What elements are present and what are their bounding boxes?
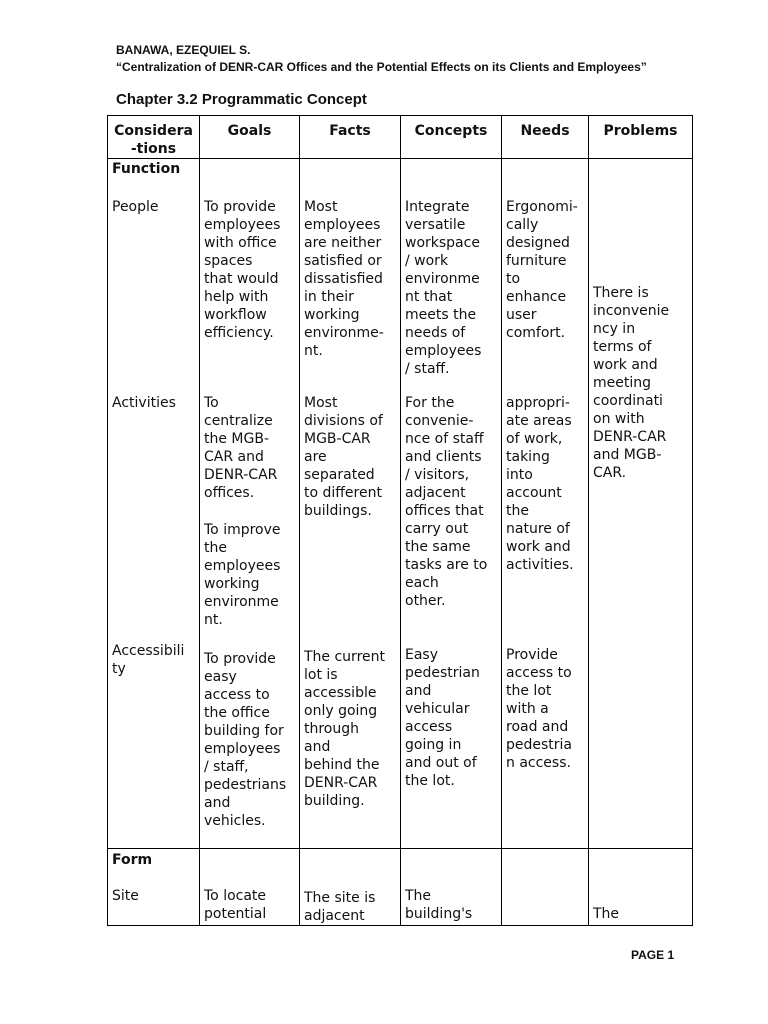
column-header-goals: Goals bbox=[200, 116, 300, 159]
group-label-function: Function bbox=[112, 161, 181, 177]
column-header-facts: Facts bbox=[300, 116, 401, 159]
programmatic-concept-table bbox=[107, 115, 693, 926]
facts-activities: Most divisions of MGB-CAR are separated to different buildings. bbox=[304, 395, 383, 519]
column-header-needs: Needs bbox=[502, 116, 589, 159]
facts-cell-function bbox=[300, 159, 401, 849]
concepts-site-text: The building's bbox=[405, 888, 473, 922]
facts-people: Most employees are neither satisfied or dissatisfied in their working environme- nt. bbox=[304, 199, 384, 359]
column-header-considerations: Considera -tions bbox=[108, 116, 200, 159]
problems-function: There is inconvenie ncy in terms of work and meeting coordinati on with DENR-CAR and MGB- CAR. bbox=[593, 285, 670, 481]
facts-accessibility: The current lot is accessible only going through and behind the DENR-CAR building. bbox=[304, 649, 385, 809]
goals-accessibility: To provide easy access to the office building for employees / staff, pedestrians and vehicles. bbox=[204, 651, 287, 829]
concepts-site bbox=[401, 849, 502, 926]
table-header-row bbox=[108, 116, 693, 159]
goals-site-text: To locate potential bbox=[204, 888, 267, 922]
facts-site-text: The site is adjacent bbox=[304, 890, 376, 924]
problems-cell-function bbox=[589, 159, 693, 849]
concepts-cell-function bbox=[401, 159, 502, 849]
header-author: BANAWA, EZEQUIEL S. bbox=[116, 43, 251, 57]
considerations-cell-form bbox=[108, 849, 200, 926]
needs-people: Ergonomi- cally designed furniture to enhance user comfort. bbox=[506, 199, 578, 341]
needs-site bbox=[502, 849, 589, 926]
column-header-problems: Problems bbox=[589, 116, 693, 159]
concepts-activities: For the convenie- nce of staff and clients / visitors, adjacent offices that carry out the same tasks are to each other. bbox=[405, 395, 488, 609]
goals-site bbox=[200, 849, 300, 926]
needs-activities: appropri- ate areas of work, taking into account the nature of work and activities. bbox=[506, 395, 574, 573]
concepts-people: Integrate versatile workspace / work environme nt that meets the needs of employees / staff. bbox=[405, 199, 482, 377]
table-row-form bbox=[108, 849, 693, 926]
goals-activities-improve: To improve the employees working environme nt. bbox=[204, 522, 281, 628]
problems-site bbox=[589, 849, 693, 926]
considerations-cell-function bbox=[108, 159, 200, 849]
consideration-accessibility: Accessibili ty bbox=[112, 643, 185, 677]
needs-cell-function bbox=[502, 159, 589, 849]
consideration-site: Site bbox=[112, 888, 139, 904]
group-label-form: Form bbox=[112, 852, 153, 868]
concepts-accessibility: Easy pedestrian and vehicular access going in and out of the lot. bbox=[405, 647, 480, 789]
header-thesis-title: “Centralization of DENR-CAR Offices and the Potential Effects on its Clients and Employees” bbox=[116, 60, 647, 74]
consideration-activities: Activities bbox=[112, 395, 176, 411]
table-row-function bbox=[108, 159, 693, 849]
problems-site-text: The bbox=[593, 906, 620, 922]
chapter-title: Chapter 3.2 Programmatic Concept bbox=[116, 91, 367, 108]
column-header-concepts: Concepts bbox=[401, 116, 502, 159]
needs-accessibility: Provide access to the lot with a road and pedestria n access. bbox=[506, 647, 573, 771]
consideration-people: People bbox=[112, 199, 159, 215]
goals-cell-function bbox=[200, 159, 300, 849]
goals-activities-centralize: To centralize the MGB- CAR and DENR-CAR offices. bbox=[204, 395, 278, 501]
page-number: PAGE 1 bbox=[631, 948, 675, 962]
facts-site bbox=[300, 849, 401, 926]
goals-people: To provide employees with office spaces that would help with workflow efficiency. bbox=[204, 199, 281, 341]
